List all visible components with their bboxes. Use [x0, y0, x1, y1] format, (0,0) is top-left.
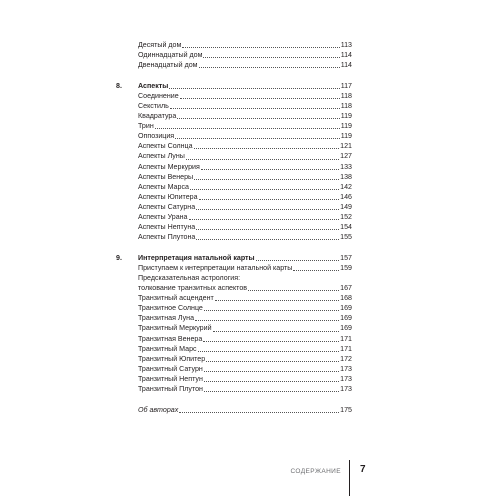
- toc-page-number: 118: [340, 101, 352, 110]
- toc-entry: [116, 212, 352, 222]
- toc-page-number: 173: [340, 364, 352, 373]
- toc-page-number: 167: [340, 284, 352, 293]
- dot-leader: [196, 209, 339, 210]
- footer-divider: [349, 460, 350, 496]
- toc-page-number: 173: [340, 385, 352, 393]
- toc-entry-title: Аспекты Нептуна: [138, 223, 196, 232]
- dot-leader: [204, 391, 339, 392]
- toc-page-number: 171: [340, 344, 352, 353]
- dot-leader: [182, 47, 339, 48]
- toc-page-number: 169: [340, 324, 352, 333]
- section-gap: [116, 242, 352, 253]
- toc-page-number: 175: [340, 405, 352, 414]
- toc-entry-title: Аспекты Марса: [138, 182, 189, 191]
- toc-page-number: 138: [340, 172, 352, 181]
- toc-entry-title: Об авторах: [138, 405, 179, 414]
- toc-page-number: 173: [340, 374, 352, 383]
- toc-entry-title: Транзитный Сатурн: [138, 364, 203, 373]
- toc-page-number: 133: [340, 162, 352, 171]
- toc-entry: [116, 313, 352, 323]
- toc-entry-title: Соединение: [138, 91, 179, 100]
- dot-leader: [213, 331, 340, 332]
- dot-leader: [199, 199, 340, 200]
- toc-page-number: 119: [340, 132, 352, 141]
- dot-leader: [170, 108, 340, 109]
- toc-section-number: 9.: [116, 253, 122, 262]
- toc-entry: [116, 334, 352, 344]
- toc-entry: [116, 283, 352, 293]
- toc-entry-title: Предсказательная астрология:: [138, 273, 241, 282]
- toc-entry: [116, 60, 352, 70]
- toc-entry: [116, 405, 352, 415]
- toc-entry-title: Транзитный Плутон: [138, 385, 203, 393]
- dot-leader: [206, 361, 339, 362]
- dot-leader: [186, 159, 339, 160]
- toc-page-number: 157: [340, 253, 352, 262]
- toc-entry: [116, 202, 352, 212]
- dot-leader: [175, 138, 340, 139]
- toc-page-number: 142: [340, 182, 352, 191]
- toc-entry-title: Двенадцатый дом: [138, 61, 198, 70]
- dot-leader: [194, 179, 339, 180]
- toc-page-number: 114: [340, 61, 352, 70]
- toc-entry: [116, 344, 352, 354]
- dot-leader: [256, 260, 340, 261]
- toc-page-number: 149: [340, 202, 352, 211]
- toc-entry: [116, 374, 352, 384]
- dot-leader: [155, 128, 340, 129]
- toc-page-number: 117: [340, 81, 352, 90]
- toc-entry: [116, 172, 352, 182]
- toc-entry-title: Транзитный Юпитер: [138, 354, 206, 363]
- toc-entry-title: Транзитный асцендент: [138, 294, 214, 303]
- toc-section-entry: [116, 253, 352, 263]
- toc-entry: [116, 293, 352, 303]
- toc-page-number: 121: [340, 142, 352, 151]
- toc-entry-title: Приступаем к интерпретации натальной карты: [138, 263, 293, 272]
- running-footer-label: СОДЕРЖАНИЕ: [290, 468, 341, 475]
- toc-entry: [116, 40, 352, 50]
- dot-leader: [293, 270, 339, 271]
- toc-entry-title: Аспекты: [138, 81, 169, 90]
- dot-leader: [199, 67, 340, 68]
- toc-entry-title: Аспекты Урана: [138, 213, 188, 221]
- toc-entry-title: Трин: [138, 122, 154, 131]
- toc-entry: [116, 232, 352, 242]
- page-number: 7: [360, 464, 366, 475]
- toc-entry-title: Оппозиция: [138, 132, 175, 141]
- toc-page-number: 168: [340, 294, 352, 303]
- toc-entry: [116, 131, 352, 141]
- toc-entry: [116, 91, 352, 101]
- toc-entry: [116, 141, 352, 151]
- dot-leader: [179, 412, 339, 413]
- toc-entry-title: Аспекты Юпитера: [138, 192, 198, 201]
- dot-leader: [204, 381, 339, 382]
- dot-leader: [215, 300, 339, 301]
- toc-entry: [116, 50, 352, 60]
- toc-page-number: 169: [340, 304, 352, 313]
- toc-page-number: 172: [340, 354, 352, 363]
- dot-leader: [203, 57, 339, 58]
- toc-entry: [116, 364, 352, 374]
- toc-page-number: 171: [340, 334, 352, 343]
- dot-leader: [180, 98, 340, 99]
- dot-leader: [189, 219, 340, 220]
- toc-entry: [116, 222, 352, 232]
- toc-entry-title: Аспекты Плутона: [138, 233, 196, 242]
- toc-entry-title: Транзитный Нептун: [138, 374, 203, 383]
- dot-leader: [203, 341, 339, 342]
- dot-leader: [177, 118, 339, 119]
- toc-entry: [116, 323, 352, 333]
- toc-entry-title: Транзитная Луна: [138, 314, 195, 323]
- toc-page-number: 113: [340, 41, 352, 49]
- toc-page-number: 119: [340, 112, 352, 121]
- toc-entry-title: Транзитный Меркурий: [138, 324, 212, 333]
- toc-entry-title: Аспекты Венеры: [138, 172, 194, 181]
- toc-entry: [116, 151, 352, 161]
- dot-leader: [198, 351, 340, 352]
- toc-section-entry: [116, 81, 352, 91]
- toc-page-number: 127: [340, 152, 352, 161]
- toc-entry: [116, 121, 352, 131]
- dot-leader: [201, 169, 339, 170]
- toc-entry: [116, 162, 352, 172]
- toc-entry: [116, 303, 352, 313]
- table-of-contents: [116, 40, 352, 415]
- dot-leader: [194, 148, 340, 149]
- dot-leader: [248, 290, 339, 291]
- toc-entry-title: Аспекты Солнца: [138, 142, 193, 151]
- toc-page-number: 155: [340, 233, 352, 242]
- toc-entry: [116, 384, 352, 394]
- toc-entry: [116, 263, 352, 273]
- toc-entry-title: Транзитный Марс: [138, 344, 197, 353]
- toc-entry-title: Аспекты Меркурия: [138, 162, 200, 171]
- section-gap: [116, 394, 352, 405]
- toc-section-number: 8.: [116, 81, 122, 90]
- toc-entry: [116, 273, 352, 283]
- dot-leader: [204, 310, 339, 311]
- dot-leader: [204, 371, 339, 372]
- toc-entry-title: Аспекты Сатурна: [138, 202, 196, 211]
- toc-page-number: 146: [340, 192, 352, 201]
- toc-entry: [116, 111, 352, 121]
- toc-entry: [116, 354, 352, 364]
- toc-entry: [116, 101, 352, 111]
- toc-page-number: 169: [340, 314, 352, 323]
- toc-page-number: 114: [340, 51, 352, 60]
- toc-entry-title: Одиннадцатый дом: [138, 51, 203, 60]
- toc-entry: [116, 182, 352, 192]
- dot-leader: [195, 320, 339, 321]
- toc-page-number: 152: [340, 213, 352, 221]
- toc-entry-title: Аспекты Луны: [138, 152, 185, 161]
- toc-entry: [116, 192, 352, 202]
- toc-page-number: 118: [340, 91, 352, 100]
- toc-page-number: 154: [340, 223, 352, 232]
- dot-leader: [196, 229, 339, 230]
- toc-entry-title: толкование транзитных аспектов: [138, 284, 248, 293]
- toc-entry-title: Десятый дом: [138, 41, 182, 49]
- toc-page-number: 119: [340, 122, 352, 131]
- dot-leader: [169, 88, 339, 89]
- dot-leader: [196, 239, 339, 240]
- section-gap: [116, 70, 352, 81]
- dot-leader: [190, 189, 339, 190]
- toc-page-number: 159: [340, 263, 352, 272]
- toc-entry-title: Транзитное Солнце: [138, 304, 203, 313]
- toc-entry-title: Секстиль: [138, 101, 169, 110]
- toc-entry-title: Транзитная Венера: [138, 334, 203, 343]
- toc-entry-title: Квадратура: [138, 112, 177, 121]
- toc-entry-title: Интерпретация натальной карты: [138, 253, 255, 262]
